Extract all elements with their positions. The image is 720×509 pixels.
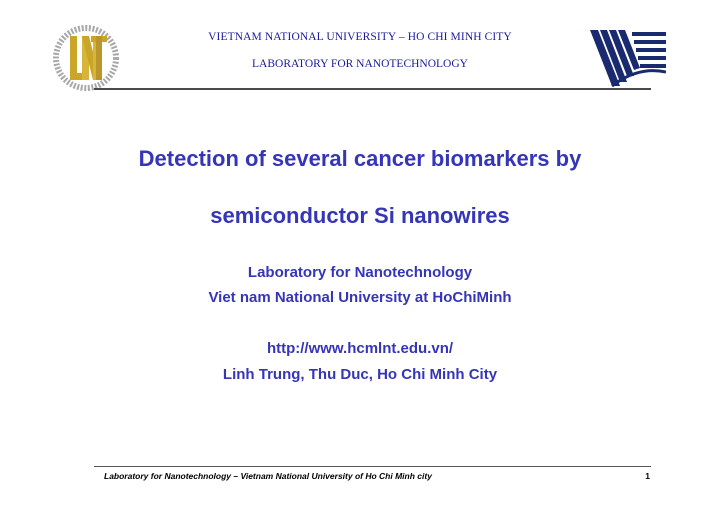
header-divider — [94, 88, 651, 90]
page-number: 1 — [645, 471, 650, 481]
affiliation-lab: Laboratory for Nanotechnology — [247, 264, 473, 281]
title-line-2: semiconductor Si nanowires — [210, 203, 510, 228]
title-line-1: Detection of several cancer biomarkers by — [138, 146, 582, 171]
header-university: VIETNAM NATIONAL UNIVERSITY – HO CHI MINH CITY — [208, 31, 512, 43]
header-laboratory: LABORATORY FOR NANOTECHNOLOGY — [252, 58, 468, 70]
footer-divider — [94, 466, 651, 467]
affiliation-address: Linh Trung, Thu Duc, Ho Chi Minh City — [222, 366, 498, 383]
affiliation-university: Viet nam National University at HoChiMinh — [208, 289, 512, 306]
footer-text: Laboratory for Nanotechnology – Vietnam National University of Ho Chi Minh city — [104, 471, 432, 481]
vnu-logo-icon — [590, 26, 666, 90]
affiliation-url-link[interactable]: http://www.hcmlnt.edu.vn/ — [266, 340, 454, 357]
